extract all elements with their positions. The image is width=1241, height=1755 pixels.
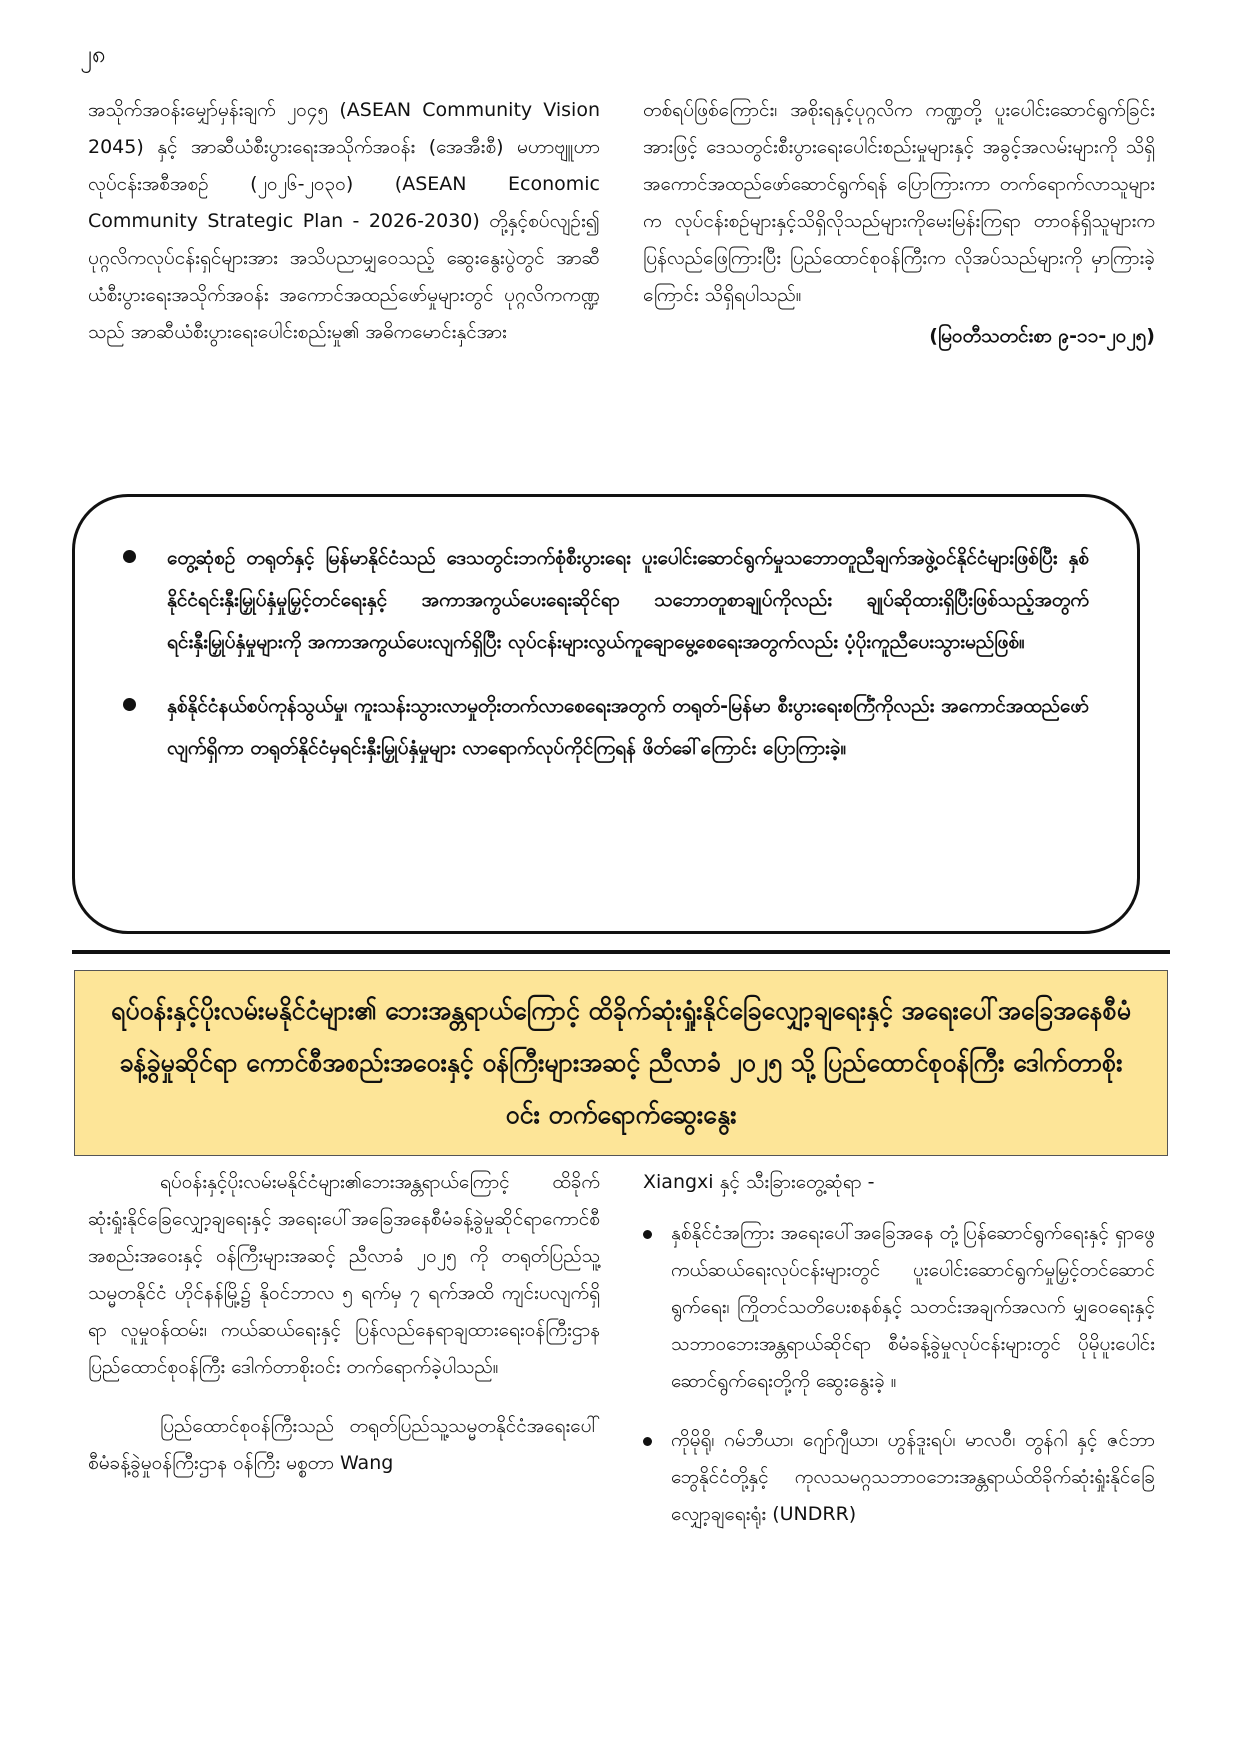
top-right-column <box>643 92 1155 355</box>
callout-bullet-text: တွေ့ဆုံစဉ် တရုတ်နှင့် မြန်မာနိုင်ငံသည် ဒေသတွင်းဘက်စုံစီးပွားရေး ပူးပေါင်းဆောင်ရွက်မှုသဘောတူညီချက်အဖွဲ့ဝင်နိုင်ငံများဖြစ်ပြီး နှစ်နိုင်ငံရင်းနှီးမြှုပ်နှံမှုမြှင့်တင်ရေးနှင့် အကာအကွယ်ပေးရေးဆိုင်ရာ သဘောတူစာချုပ်ကိုလည်း ချုပ်ဆိုထားရှိပြီးဖြစ်သည့်အတွက် ရင်းနှီးမြှုပ်နှံမှုများကို အကာအကွယ်ပေးလျက်ရှိပြီး လုပ်ငန်းများလွယ်ကူချောမွေ့စေရေးအတွက်လည်း ပံ့ပိုးကူညီပေးသွားမည်ဖြစ်။ <box>167 547 1089 653</box>
bullet-icon <box>643 1437 652 1446</box>
bottom-left-column <box>88 1164 600 1482</box>
article-headline: ရပ်ဝန်းနှင့်ပိုးလမ်းမနိုင်ငံများ၏ ဘေးအန္တရာယ်ကြောင့် ထိခိုက်ဆုံးရှုံးနိုင်ခြေလျှော့ချရေးနှင့် အရေးပေါ်အခြေအနေစီမံခန့်ခွဲမှုဆိုင်ရာ ကောင်စီအစည်းအဝေးနှင့် ဝန်ကြီးများအဆင့် ညီလာခံ ၂၀၂၅ သို့ ပြည်ထောင်စုဝန်ကြီး ဒေါက်တာစိုးဝင်း တက်ရောက်ဆွေးနွေး <box>111 996 1131 1129</box>
callout-bullet-item <box>117 685 1089 769</box>
article-bullet-item <box>643 1422 1155 1533</box>
article-paragraph: ပြည်ထောင်စုဝန်ကြီးသည် တရုတ်ပြည်သူ့သမ္မတနိုင်ငံအရေးပေါ်စီမံခန့်ခွဲမှုဝန်ကြီးဌာန ဝန်ကြီး မစ္စတာ Wang <box>88 1415 600 1474</box>
callout-list <box>117 537 1089 769</box>
page-number: ၂၈ <box>80 40 106 68</box>
article-bullet-list <box>643 1215 1155 1533</box>
top-left-paragraph: အသိုက်အဝန်းမျှော်မှန်းချက် ၂၀၄၅ (ASEAN Community Vision 2045) နှင့် အာဆီယံစီးပွားရေးအသိုက်အဝန်း (အေအီးစီ) မဟာဗျူဟာလုပ်ငန်းအစီအစဉ် (၂၀၂၆-၂၀၃၀) (ASEAN Economic Community Strategic Plan - 2026-2030) တို့နှင့်စပ်လျဉ်း၍ ပုဂ္ဂလိကလုပ်ငန်းရှင်များအား အသိပညာမျှဝေသည့် ဆွေးနွေးပွဲတွင် အာဆီယံစီးပွားရေးအသိုက်အဝန်း အကောင်အထည်ဖော်မှုများတွင် ပုဂ္ဂလိကကဏ္ဍသည် အာဆီယံစီးပွားရေးပေါင်းစည်းမှု၏ အဓိကမောင်းနှင်အား <box>88 99 600 343</box>
news-source-citation: (မြဝတီသတင်းစာ ၉-၁၁-၂၀၂၅) <box>929 325 1155 347</box>
article-bullet-item <box>643 1215 1155 1400</box>
highlight-callout-box <box>72 494 1140 934</box>
article-paragraph-continued: Xiangxi နှင့် သီးခြားတွေ့ဆုံရာ - <box>643 1171 875 1193</box>
bullet-icon <box>123 550 136 563</box>
section-divider <box>72 950 1170 954</box>
article-bullet-text: နှစ်နိုင်ငံအကြား အရေးပေါ်အခြေအနေ တုံ့ပြန်ဆောင်ရွက်ရေးနှင့် ရှာဖွေကယ်ဆယ်ရေးလုပ်ငန်းများတွင် ပူးပေါင်းဆောင်ရွက်မှုမြှင့်တင်ဆောင်ရွက်ရေး၊ ကြိုတင်သတိပေးစနစ်နှင့် သတင်းအချက်အလက် မျှဝေရေးနှင့် သဘာဝဘေးအန္တရာယ်ဆိုင်ရာ စီမံခန့်ခွဲမှုလုပ်ငန်းများတွင် ပိုမိုပူးပေါင်းဆောင်ရွက်ရေးတို့ကို ဆွေးနွေးခဲ့ ။ <box>671 1222 1155 1392</box>
bottom-right-column <box>643 1164 1155 1555</box>
bullet-icon <box>123 698 136 711</box>
top-right-paragraph: တစ်ရပ်ဖြစ်ကြောင်း၊ အစိုးရနှင့်ပုဂ္ဂလိက ကဏ္ဍတို့ ပူးပေါင်းဆောင်ရွက်ခြင်းအားဖြင့် ဒေသတွင်းစီးပွားရေးပေါင်းစည်းမှုများနှင့် အခွင့်အလမ်းများကို သိရှိအကောင်အထည်ဖော်ဆောင်ရွက်ရန် ပြောကြားကာ တက်ရောက်လာသူများက လုပ်ငန်းစဉ်များနှင့်သိရှိလိုသည်များကိုမေးမြန်းကြရာ တာဝန်ရှိသူများက ပြန်လည်ဖြေကြားပြီး ပြည်ထောင်စုဝန်ကြီးက လိုအပ်သည်များကို မှာကြားခဲ့ကြောင်း သိရှိရပါသည်။ <box>643 99 1155 306</box>
top-left-column <box>88 92 600 351</box>
callout-bullet-item <box>117 537 1089 663</box>
article-headline-box <box>74 970 1168 1156</box>
article-bullet-text: ကိုမိုရို၊ ဂမ်ဘီယာ၊ ဂျော်ဂျီယာ၊ ဟွန်ဒူးရပ်၊ မာလဝီ၊ တွန်ဂါ နှင့် ဇင်ဘာဘွေနိုင်ငံတို့နှင့် ကုလသမဂ္ဂသဘာဝဘေးအန္တရာယ်ထိခိုက်ဆုံးရှုံးနိုင်ခြေလျှော့ချရေးရုံး (UNDRR) <box>671 1429 1155 1525</box>
callout-bullet-text: နှစ်နိုင်ငံနယ်စပ်ကုန်သွယ်မှု၊ ကူးသန်းသွားလာမှုတိုးတက်လာစေရေးအတွက် တရုတ်-မြန်မာ စီးပွားရေးစင်္ကြံကိုလည်း အကောင်အထည်ဖော်လျက်ရှိကာ တရုတ်နိုင်ငံမှရင်းနှီးမြှုပ်နှံမှုများ လာရောက်လုပ်ကိုင်ကြရန် ဖိတ်ခေါ်ကြောင်း ပြောကြားခဲ့။ <box>167 695 1089 759</box>
bullet-icon <box>643 1230 652 1239</box>
article-paragraph: ရပ်ဝန်းနှင့်ပိုးလမ်းမနိုင်ငံများ၏ဘေးအန္တရာယ်ကြောင့် ထိခိုက်ဆုံးရှုံးနိုင်ခြေလျှော့ချရေးနှင့် အရေးပေါ်အခြေအနေစီမံခန့်ခွဲမှုဆိုင်ရာကောင်စီအစည်းအဝေးနှင့် ဝန်ကြီးများအဆင့် ညီလာခံ ၂၀၂၅ ကို တရုတ်ပြည်သူ့သမ္မတနိုင်ငံ ဟိုင်နန်မြို့၌ နိုဝင်ဘာလ ၅ ရက်မှ ၇ ရက်အထိ ကျင်းပလျက်ရှိရာ လူမှုဝန်ထမ်း၊ ကယ်ဆယ်ရေးနှင့် ပြန်လည်နေရာချထားရေးဝန်ကြီးဌာန ပြည်ထောင်စုဝန်ကြီး ဒေါက်တာစိုးဝင်း တက်ရောက်ခဲ့ပါသည်။ <box>88 1171 600 1378</box>
